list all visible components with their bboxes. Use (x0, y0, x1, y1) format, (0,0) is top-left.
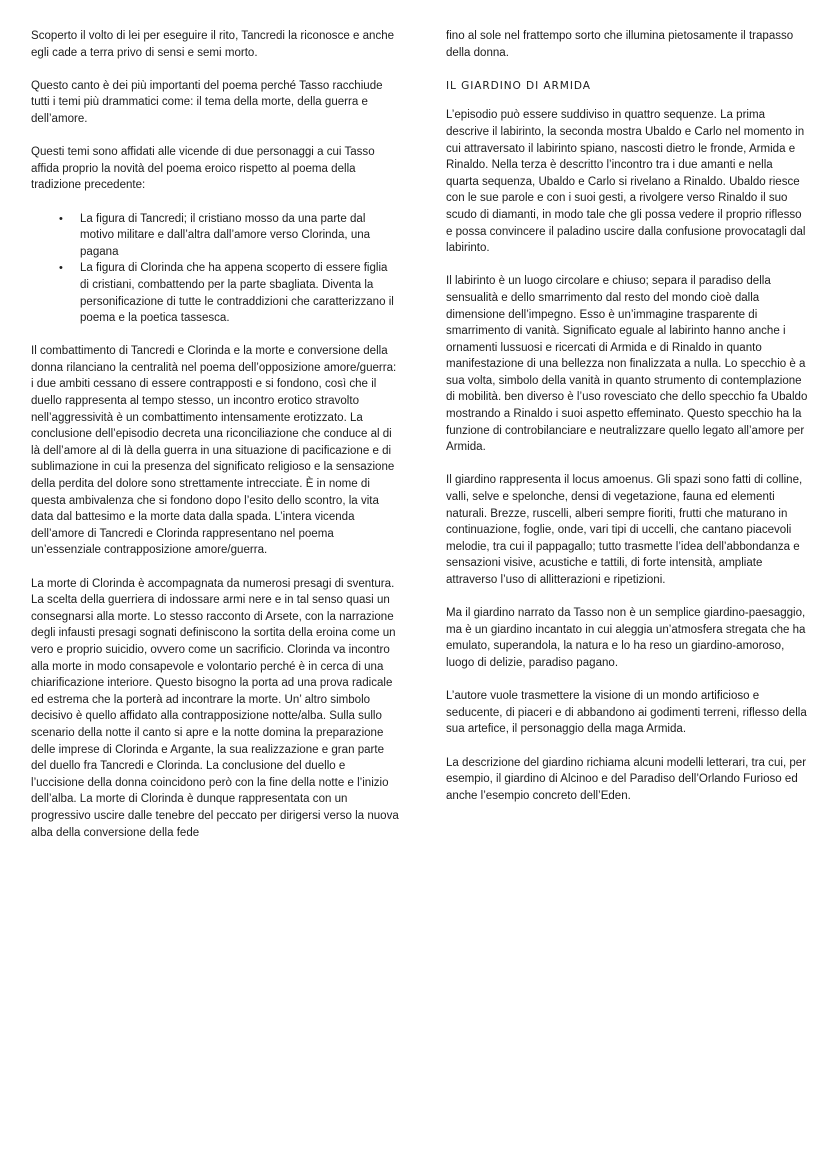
paragraph: Il combattimento di Tancredi e Clorinda e la morte e conversione della donna rilanciano la centralità nel poema dell’opposizione amore/guerra: i due ambiti cessano di essere contrapposti e si fondono, così che il duello rappresenta al tempo stesso, un incontro erotico stravolto nell’aggressività è un combattimento intensamente erotizzato. La conclusione dell’episodio decreta una riconciliazione che conduce al di là dell’amore al di là della guerra in una situazione di pacificazione e di sublimazione in cui la presenza del significato religioso e la sensazione della perdita del dolore sono strettamente intrecciate. È in nome di questa ambivalenza che si fondono dopo l’esito dello scontro, la vita data dal battesimo e la morte data dalla spada. L’intera vicenda dell’amore di Tancredi e Clorinda rappresentano nel poema un’essenziale contrapposizione amore/guerra. (31, 345, 397, 557)
paragraph: Il labirinto è un luogo circolare e chiuso; separa il paradiso della sensualità e dello smarrimento dal resto del mondo cioè dalla dimensione dell’impegno. Esso è un’immagine trasparente di smarrimento di vanità. Significato eguale al labirinto hanno anche i ornamenti lussuosi e ricercati di Armida e di Rinaldo in quanto manifestazione di una bellezza non finalizzata a nulla. Lo specchio è a sua volta, simbolo della vanità in quanto strumento di contemplazione di mobilità. ben diverso è l’uso rovesciato che dello specchio fa Ubaldo mostrando a Rinaldo i suoi aspetto effeminato. Questo specchio ha la funzione di controbilanciare e neutralizzare quello legato all’amore per Armida. (446, 275, 808, 454)
bullet-item: • La figura di Tancredi; il cristiano mosso da una parte dal motivo militare e dall’altra dall’amore verso Clorinda, una pagana (80, 211, 399, 261)
paragraph: Scoperto il volto di lei per eseguire il rito, Tancredi la riconosce e anche egli cade a terra privo di sensi e semi morto. (31, 30, 395, 59)
section-heading: IL GIARDINO DI ARMIDA (446, 79, 591, 92)
paragraph: L’autore vuole trasmettere la visione di un mondo artificioso e seducente, di piaceri e di abbandono ai godimenti terreni, riflesso della sua artefice, il personaggio della maga Armida. (446, 690, 807, 736)
paragraph: Questi temi sono affidati alle vicende di due personaggi a cui Tasso affida proprio la novità del poema eroico rispetto al poema della tradizione precedente: (31, 146, 375, 192)
paragraph: La morte di Clorinda è accompagnata da numerosi presagi di sventura. La scelta della guerriera di indossare armi nere e in tal senso quasi un consegnarsi alla morte. Lo stesso racconto di Arsete, con la narrazione degli infausti presagi sognati definiscono la sortita della eroina come un vero e proprio suicidio, ovvero come un sacrificio. Clorinda va incontro alla morte in modo consapevole e volontario perché è in cerca di una chiarificazione interiore. Questo bisogno la porta ad una prova radicale ed estrema che la porterà ad incontrare la morte. Un’ altro simbolo decisivo è quello affidato alla contrapposizione notte/alba. Sulla sullo scenario della notte il canto si apre e la notte domina la preparazione delle imprese di Clorinda e Argante, la sua realizzazione e gran parte del duello fra Tancredi e Clorinda. La conclusione del duello e l’uccisione della donna coincidono però con la fine della notte e l’inizio dell’alba. La morte di Clorinda è dunque rappresentata con un progressivo uscire dalle tenebre del peccato per dirigersi verso la nuova alba della conversione della fede (31, 577, 399, 839)
paragraph: Questo canto è dei più importanti del poema perché Tasso racchiude tutti i temi più drammatici come: il tema della morte, della guerra e dell’amore. (31, 79, 383, 125)
left-column (31, 28, 399, 858)
paragraph: La descrizione del giardino richiama alcuni modelli letterari, tra cui, per esempio, il giardino di Alcinoo e del Paradiso dell’Orlando Furioso ed anche l’esempio concreto dell’Eden. (446, 756, 807, 802)
bullet-item: • La figura di Clorinda che ha appena scoperto di essere figlia di cristiani, combattendo per la parte sbagliata. Diventa la personificazione di tutte le contraddizioni che caratterizzano il poema e la poetica tassesca. (80, 260, 399, 326)
paragraph: fino al sole nel frattempo sorto che illumina pietosamente il trapasso della donna. (446, 30, 794, 59)
paragraph: L’episodio può essere suddiviso in quattro sequenze. La prima descrive il labirinto, la seconda mostra Ubaldo e Carlo nel momento in cui attraversato il labirinto spiano, nascosti dietro le fronde, Armida e Rinaldo. Nella terza è descritto l’incontro tra i due amanti e nella quarta sequenza, Ubaldo e Carlo si rivelano a Rinaldo. Ubaldo riesce con le sue parole e con i suoi gesti, a rivolgere verso Rinaldo il suo scudo di diamanti, in modo tale che gli possa vedere il proprio riflesso e possa convincere il paladino uscire dalla confusione provocatagli dal labirinto. (446, 109, 806, 255)
paragraph: Ma il giardino narrato da Tasso non è un semplice giardino-paesaggio, ma è un giardino incantato in cui aleggia un’atmosfera stregata che ha emulato, superandola, la natura e lo ha reso un giardino-amoroso, luogo di delizie, paradiso pagano. (446, 607, 806, 669)
right-column (446, 28, 808, 821)
bullet-list (31, 211, 399, 327)
paragraph: Il giardino rappresenta il locus amoenus. Gli spazi sono fatti di colline, valli, selve e spelonche, densi di vegetazione, fauna ed elementi naturali. Brezze, ruscelli, alberi sempre fioriti, frutti che maturano in continuazione, foglie, onde, vari tipi di uccelli, che cantano piacevoli melodie, tra cui il pappagallo; tutto trasmette l’idea dell’abbondanza e sensazioni visive, acustiche e tattili, di forte intensità, ampliate attraverso l’uso di allitterazioni e ripetizioni. (446, 474, 803, 586)
